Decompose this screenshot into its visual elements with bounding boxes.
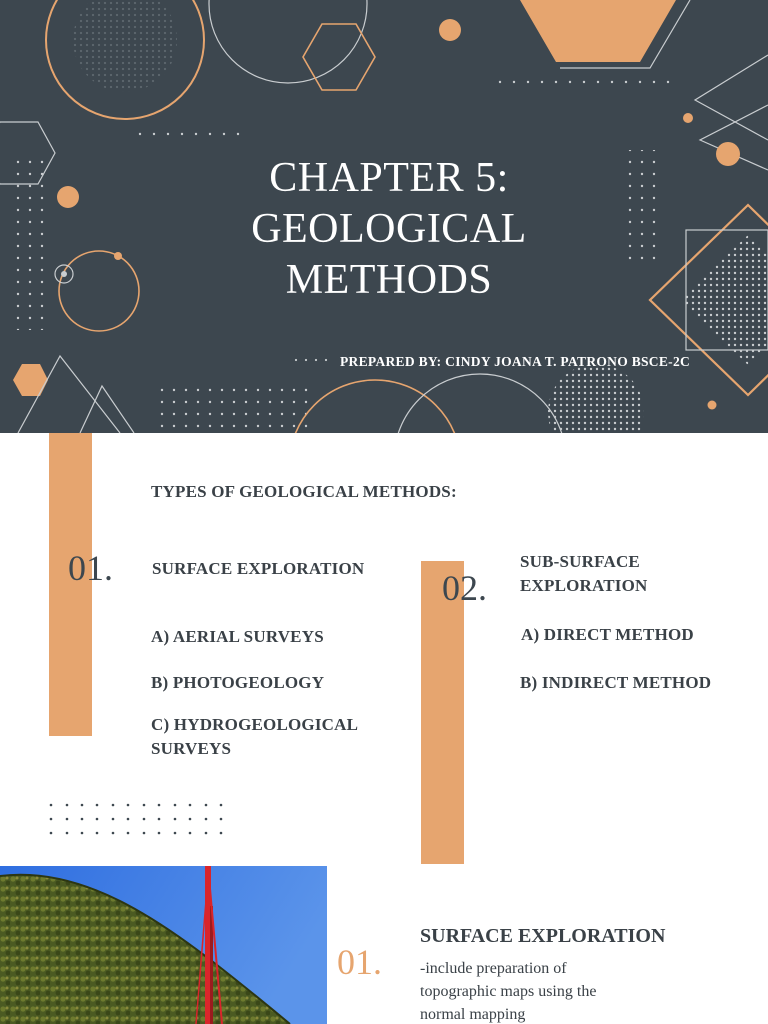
- number-01: 01.: [68, 548, 113, 588]
- prepared-by-credit: PREPARED BY: CINDY JOANA T. PATRONO BSCE-2C: [340, 354, 691, 369]
- list-item-direct-method: A) DIRECT METHOD: [521, 625, 694, 644]
- surface-exploration-heading: SURFACE EXPLORATION: [420, 925, 666, 947]
- title-line-1: CHAPTER 5:: [269, 155, 509, 201]
- orange-dot-shape: [439, 19, 461, 41]
- surface-exploration-title: SURFACE EXPLORATION: [152, 559, 365, 578]
- title-line-3: METHODS: [285, 257, 493, 303]
- list-item-aerial-surveys: A) AERIAL SURVEYS: [151, 627, 324, 646]
- types-heading: TYPES OF GEOLOGICAL METHODS:: [151, 482, 457, 501]
- sub-surface-exploration-title: SUB-SURFACE EXPLORATION: [520, 552, 648, 595]
- orange-hexagon-shape: [520, 0, 676, 62]
- title-line-2: GEOLOGICAL: [251, 206, 527, 252]
- number-01-accent: 01.: [337, 942, 382, 982]
- grey-ring-shape: [209, 0, 367, 83]
- list-item-indirect-method: B) INDIRECT METHOD: [520, 673, 712, 692]
- types-slide: [0, 433, 768, 866]
- drilling-rig-photo: [0, 866, 327, 1024]
- dotted-circle-shape: [73, 0, 177, 92]
- title-slide: [0, 0, 768, 433]
- list-item-hydrogeological-surveys: C) HYDROGEOLOGICAL SURVEYS: [151, 715, 358, 758]
- surface-exploration-slide: [0, 866, 768, 1024]
- surface-exploration-description: -include preparation of topographic maps using the normal mapping: [420, 960, 597, 1023]
- list-item-photogeology: B) PHOTOGEOLOGY: [151, 673, 325, 692]
- number-02: 02.: [442, 568, 487, 608]
- hexagon-outline-shape: [303, 24, 375, 90]
